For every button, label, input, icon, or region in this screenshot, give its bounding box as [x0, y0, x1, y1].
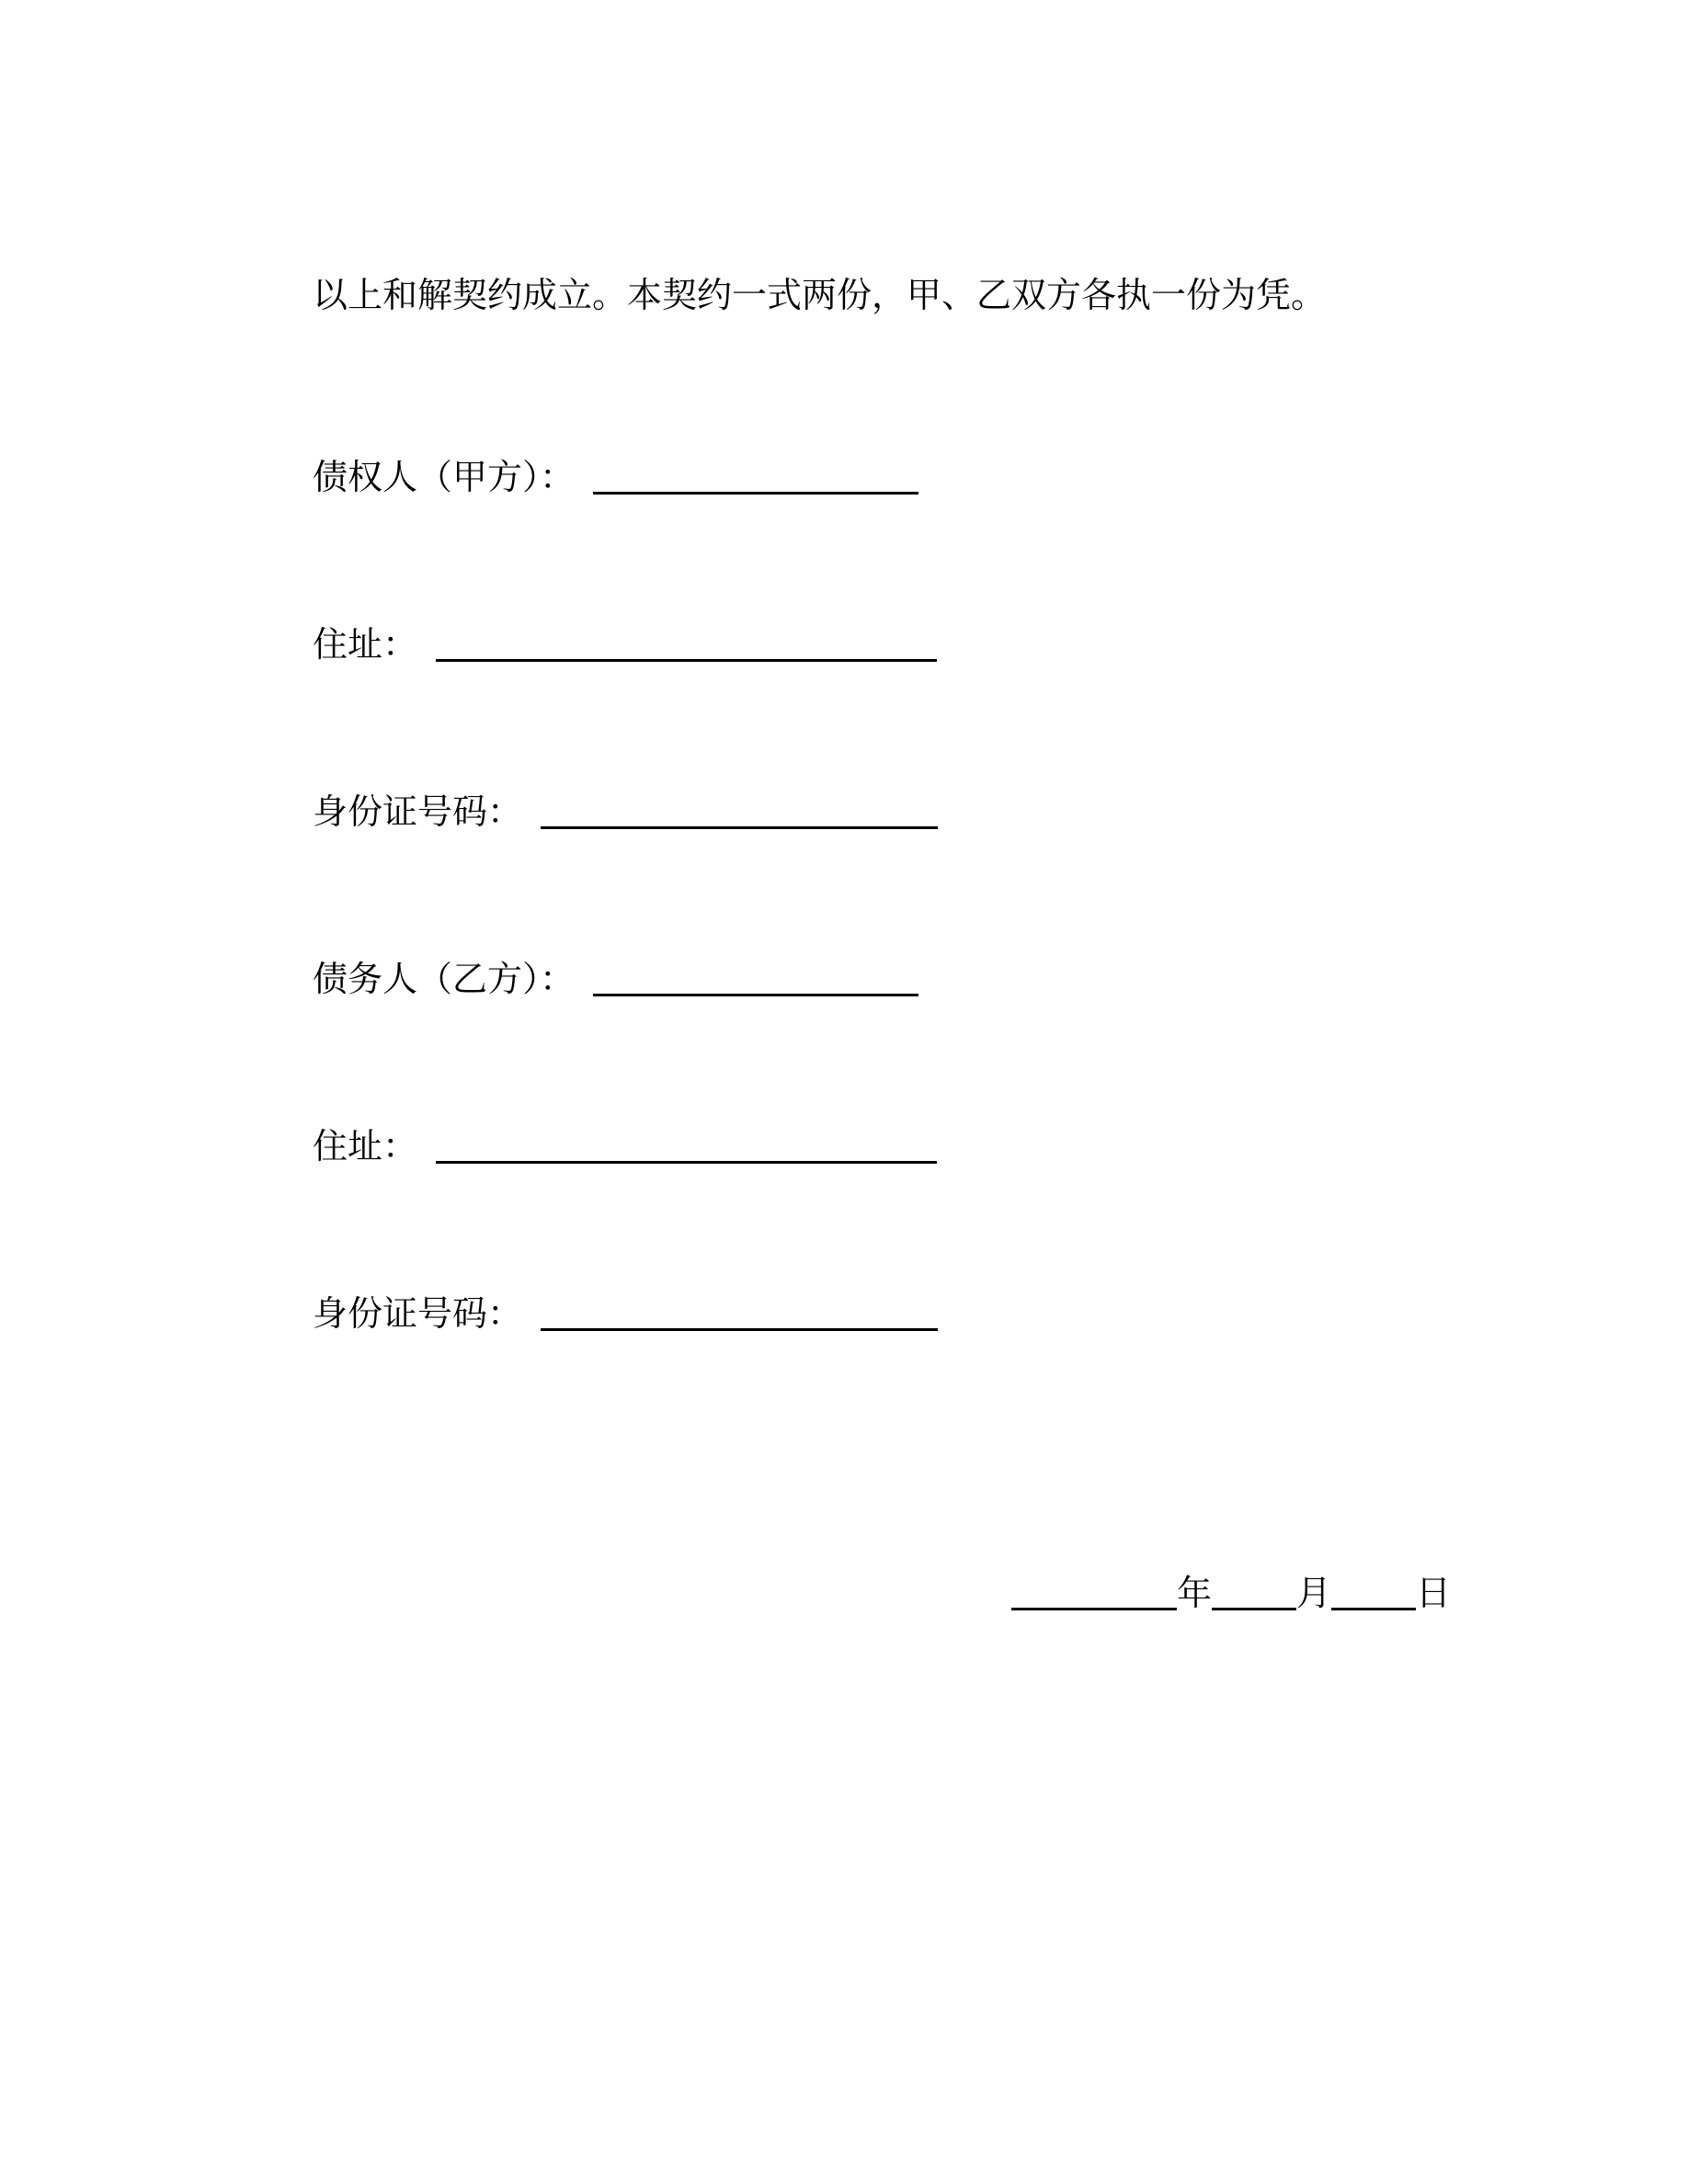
debtor-label: 债务人（乙方）： — [313, 961, 576, 999]
debtor-blank-line — [593, 994, 918, 996]
debtor-address-blank-line — [436, 1161, 937, 1164]
signature-field-creditor-address — [313, 625, 937, 667]
closing-paragraph: 以上和解契约成立。本契约一式两份，甲、乙双方各执一份为凭。 — [313, 277, 1327, 315]
day-blank-line — [1331, 1608, 1416, 1610]
debtor-address-label: 住址： — [313, 1128, 418, 1166]
year-label: 年 — [1177, 1575, 1213, 1613]
creditor-blank-line — [593, 492, 918, 495]
creditor-address-label: 住址： — [313, 626, 418, 665]
debtor-id-label: 身份证号码： — [313, 1295, 523, 1334]
creditor-label: 债权人（甲方）： — [313, 459, 576, 497]
creditor-id-blank-line — [541, 826, 938, 829]
signature-field-creditor — [313, 458, 918, 500]
signature-field-creditor-id — [313, 792, 938, 835]
day-label: 日 — [1416, 1575, 1452, 1613]
date-line — [1011, 1574, 1451, 1616]
signature-field-debtor-id — [313, 1294, 938, 1337]
creditor-id-label: 身份证号码： — [313, 793, 523, 832]
signature-field-debtor — [313, 960, 918, 1002]
month-label: 月 — [1296, 1575, 1332, 1613]
month-blank-line — [1212, 1608, 1296, 1610]
year-blank-line — [1011, 1608, 1177, 1610]
creditor-address-blank-line — [436, 659, 937, 662]
debtor-id-blank-line — [541, 1328, 938, 1331]
signature-field-debtor-address — [313, 1127, 937, 1169]
